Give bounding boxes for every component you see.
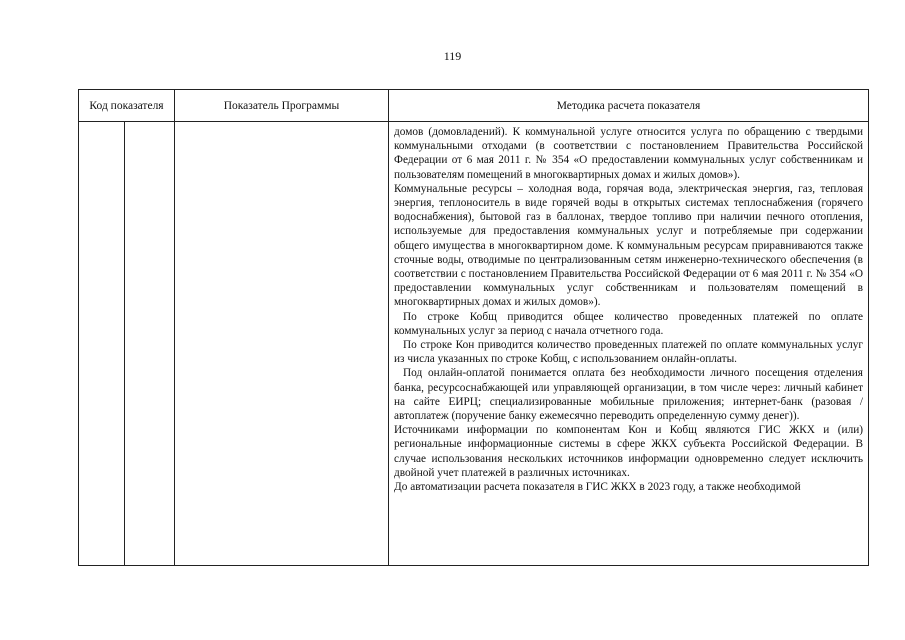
page-number: 119	[443, 49, 462, 63]
method-paragraph: Коммунальные ресурсы – холодная вода, горячая вода, электрическая энергия, газ, тепловая энергия, теплоноситель в виде горячей воды в открытых системах теплоснабжения (горячего водоснабжения), бытовой газ в баллонах, твердое топливо при наличии печного отопления, используемые для предоставления коммунальных услуг и потребляемые при содержании общего имущества в многоквартирном доме. К коммунальным ресурсам приравниваются также сточные воды, отводимые по централизованным сетям инженерно-технического обеспечения (в соответствии с постановлением Правительства Российской Федерации от 6 мая 2011 г. № 354 «О предоставлении коммунальных услуг собственникам и пользователям помещений в многоквартирных домах и жилых домов»).	[394, 182, 864, 309]
method-paragraph: Под онлайн-оплатой понимается оплата без необходимости личного посещения отделения банка, ресурсоснабжающей или управляющей организации, в том числе через: личный кабинет на сайте ЕИРЦ; специализированные мобильные приложения; интернет-банк (разовая / автоплатеж (поручение банку ежемесячно переводить определенную сумму денег)).	[394, 367, 864, 423]
method-cell	[389, 122, 869, 566]
method-paragraph: Источниками информации по компонентам Кон и Кобщ являются ГИС ЖКХ и (или) региональные информационные системы в сфере ЖКХ субъекта Российской Федерации. В случае использования нескольких источников информации одновременно следует исключить двойной учет платежей в различных источниках.	[394, 424, 864, 479]
methodology-table	[78, 89, 869, 566]
header-method: Методика расчета показателя	[389, 90, 869, 122]
indicator-cell	[175, 122, 389, 566]
header-indicator: Показатель Программы	[175, 90, 389, 122]
table-row	[79, 122, 869, 566]
method-paragraph: домов (домовладений). К коммунальной услуге относится услуга по обращению с твердыми коммунальными отходами (в соответствии с постановлением Правительства Российской Федерации от 6 мая 2011 г. № 354 «О предоставлении коммунальных услуг собственникам и пользователям помещений в многоквартирных домах и жилых домов»).	[394, 126, 864, 181]
method-paragraph: По строке Кобщ приводится общее количество проведенных платежей по оплате коммунальных услуг за период с начала отчетного года.	[394, 310, 864, 337]
code-cell-left	[79, 122, 125, 566]
method-paragraph: До автоматизации расчета показателя в ГИС ЖКХ в 2023 году, а также необходимой	[394, 481, 801, 494]
method-paragraph: По строке Кон приводится количество проведенных платежей по оплате коммунальных услуг из числа указанных по строке Кобщ, с использованием онлайн-оплаты.	[394, 339, 864, 366]
code-cell-right	[125, 122, 175, 566]
table-header-row	[79, 90, 869, 122]
header-code: Код показателя	[79, 90, 175, 122]
